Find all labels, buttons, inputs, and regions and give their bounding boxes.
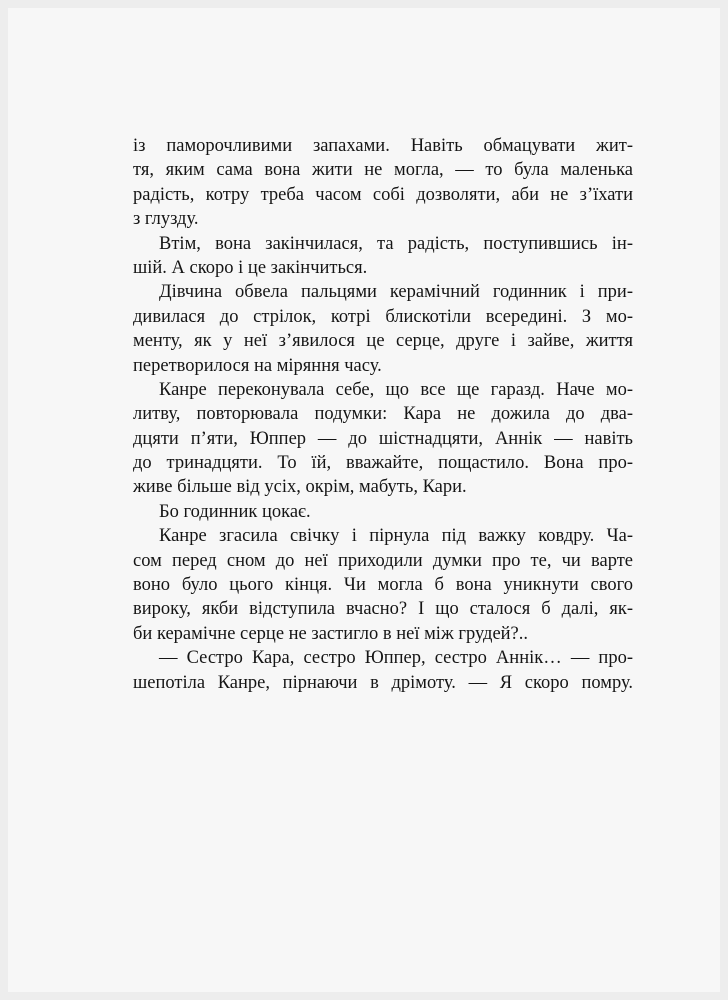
text-line: із паморочливими запахами. Навіть обмацувати жит- <box>133 136 633 156</box>
text-line: живе більше від усіх, окрім, мабуть, Кари. <box>133 477 467 498</box>
text-line: Канре згасила свічку і пірнула під важку ковдру. Ча- <box>159 526 633 547</box>
text-line: з глузду. <box>133 209 199 230</box>
text-line: Втім, вона закінчилася, та радість, поступившись ін- <box>159 233 633 254</box>
book-page <box>8 8 720 992</box>
text-line: дцяти п’яти, Юппер — до шістнадцяти, Аннік — навіть <box>133 428 633 449</box>
text-line: сом перед сном до неї приходили думки про те, чи варте <box>133 550 633 571</box>
text-line: воно було цього кінця. Чи могла б вона уникнути свого <box>133 575 633 596</box>
text-line: шепотіла Канре, пірнаючи в дрімоту. — Я скоро помру. <box>133 672 633 693</box>
text-line: тя, яким сама вона жити не могла, — то була маленька <box>133 160 633 181</box>
text-line: шій. А скоро і це закінчиться. <box>133 257 368 278</box>
text-line: Бо годинник цокає. <box>159 501 311 522</box>
text-line: — Сестро Кара, сестро Юппер, сестро Аннік… — про- <box>159 648 633 669</box>
text-line: дивилася до стрілок, котрі блискотіли всередині. З мо- <box>133 306 633 327</box>
text-line: радість, котру треба часом собі дозволяти, аби не з’їхати <box>133 184 633 205</box>
text-line: вироку, якби відступила вчасно? І що сталося б далі, як- <box>133 599 633 620</box>
text-line: литву, повторювала подумки: Кара не дожила до два- <box>133 404 633 425</box>
text-line: менту, як у неї з’явилося це серце, друге і зайве, життя <box>133 331 633 352</box>
text-line: Канре переконувала себе, що все ще гаразд. Наче мо- <box>159 379 633 400</box>
text-line: перетворилося на міряння часу. <box>133 355 382 376</box>
text-line: би керамічне серце не застигло в неї між грудей?.. <box>133 623 529 644</box>
body-text <box>133 134 633 695</box>
text-line: до тринадцяти. То їй, вважайте, пощастило. Вона про- <box>133 453 633 474</box>
text-line: Дівчина обвела пальцями керамічний годинник і при- <box>159 282 633 303</box>
